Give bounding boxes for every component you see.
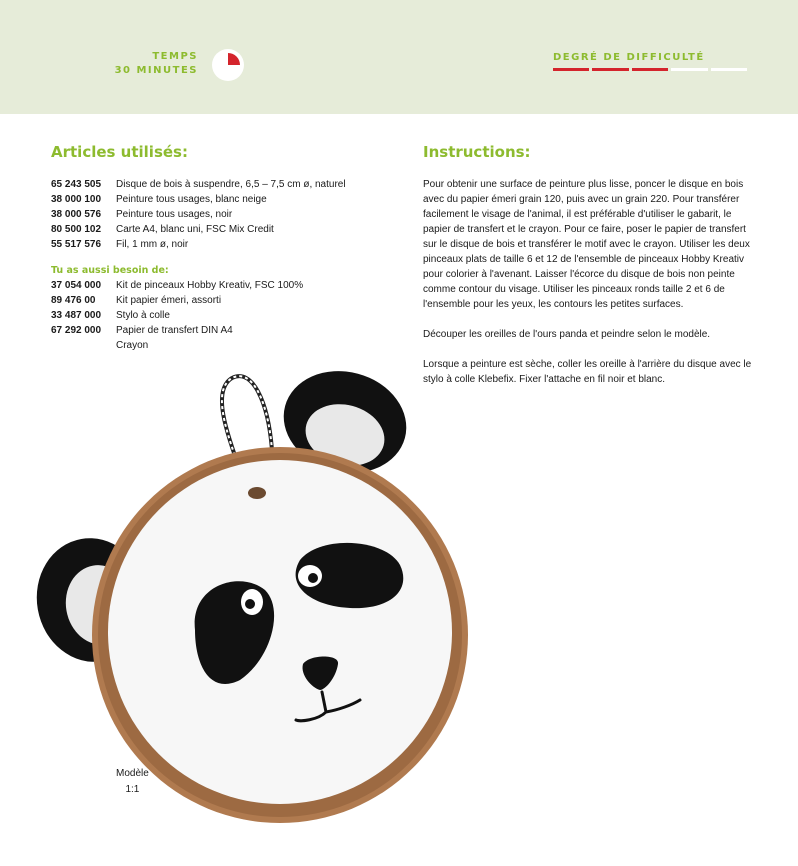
model-label-text: Modèle xyxy=(116,768,149,779)
material-description: Stylo à colle xyxy=(116,310,170,321)
panda-face xyxy=(108,460,452,804)
hanging-hole xyxy=(248,487,266,499)
difficulty-bars xyxy=(553,68,747,72)
material-description: Fil, 1 mm ø, noir xyxy=(116,239,189,250)
difficulty-bar xyxy=(632,68,668,71)
material-code: 33 487 000 xyxy=(51,310,102,321)
material-description: Disque de bois à suspendre, 6,5 – 7,5 cm ø, naturel xyxy=(116,179,346,190)
clock-icon xyxy=(212,49,244,81)
material-code: 65 243 505 xyxy=(51,179,102,190)
extra-materials-title: Tu as aussi besoin de: xyxy=(51,265,169,276)
material-row xyxy=(51,207,391,222)
material-code: 38 000 100 xyxy=(51,194,102,205)
material-row xyxy=(51,323,391,338)
difficulty-label: DEGRÉ DE DIFFICULTÉ xyxy=(553,52,705,63)
material-row xyxy=(51,192,391,207)
material-code: 89 476 00 xyxy=(51,295,96,306)
material-description: Kit de pinceaux Hobby Kreativ, FSC 100% xyxy=(116,280,304,291)
instruction-paragraph: Pour obtenir une surface de peinture plus lisse, poncer le disque en bois avec du papier émeri grain 120, puis avec un grain 220. Pour transférer facilement le visage de l'animal, il est préférable d'utiliser le gabarit, le papier de transfert et le crayon. Pour ce faire, poser le papier de transfert sur le disque de bois et transférer le motif avec le crayon. Utiliser les deux pinceaux plats de taille 6 et 12 de l'ensemble de pinceaux Hobby Kreativ pour colorier à l'avenant. Laisser l'écorce du disque de bois non peinte comme contour du visage. Utiliser les pinceaux ronds taille 2 et 6 de l'ensemble pour les yeux, les contours les petites surfaces. xyxy=(423,179,750,310)
material-row xyxy=(51,338,391,353)
material-row xyxy=(51,293,391,308)
material-code xyxy=(51,338,116,353)
materials-title: Articles utilisés: xyxy=(51,143,188,161)
material-code: 38 000 576 xyxy=(51,209,102,220)
material-row xyxy=(51,177,391,192)
material-code: 37 054 000 xyxy=(51,280,102,291)
difficulty-bar xyxy=(671,68,707,71)
time-block xyxy=(115,50,198,78)
model-scale: 1:1 xyxy=(125,784,140,795)
difficulty-bar xyxy=(553,68,589,71)
material-description: Carte A4, blanc uni, FSC Mix Credit xyxy=(116,224,274,235)
difficulty-bar xyxy=(592,68,628,71)
material-row xyxy=(51,308,391,323)
material-description: Peinture tous usages, noir xyxy=(116,209,233,220)
material-description: Papier de transfert DIN A4 xyxy=(116,325,233,336)
instruction-paragraph: Lorsque a peinture est sèche, coller les oreille à l'arrière du disque avec le stylo à colle Klebefix. Fixer l'attache en fil noir et blanc. xyxy=(423,359,752,385)
material-description: Crayon xyxy=(116,340,149,351)
instructions-title: Instructions: xyxy=(423,143,531,161)
time-label: TEMPS xyxy=(152,51,198,62)
material-code: 55 517 576 xyxy=(51,239,102,250)
material-code: 67 292 000 xyxy=(51,325,102,336)
material-code: 80 500 102 xyxy=(51,224,102,235)
material-description: Peinture tous usages, blanc neige xyxy=(116,194,267,205)
material-row xyxy=(51,237,391,252)
material-description: Kit papier émeri, assorti xyxy=(116,295,222,306)
instruction-paragraph: Découper les oreilles de l'ours panda et peindre selon le modèle. xyxy=(423,329,711,340)
material-row xyxy=(51,278,391,293)
model-label xyxy=(116,766,149,798)
materials-list xyxy=(51,177,391,353)
material-row xyxy=(51,222,391,237)
difficulty-bar xyxy=(711,68,747,71)
time-value: 30 MINUTES xyxy=(114,65,198,76)
